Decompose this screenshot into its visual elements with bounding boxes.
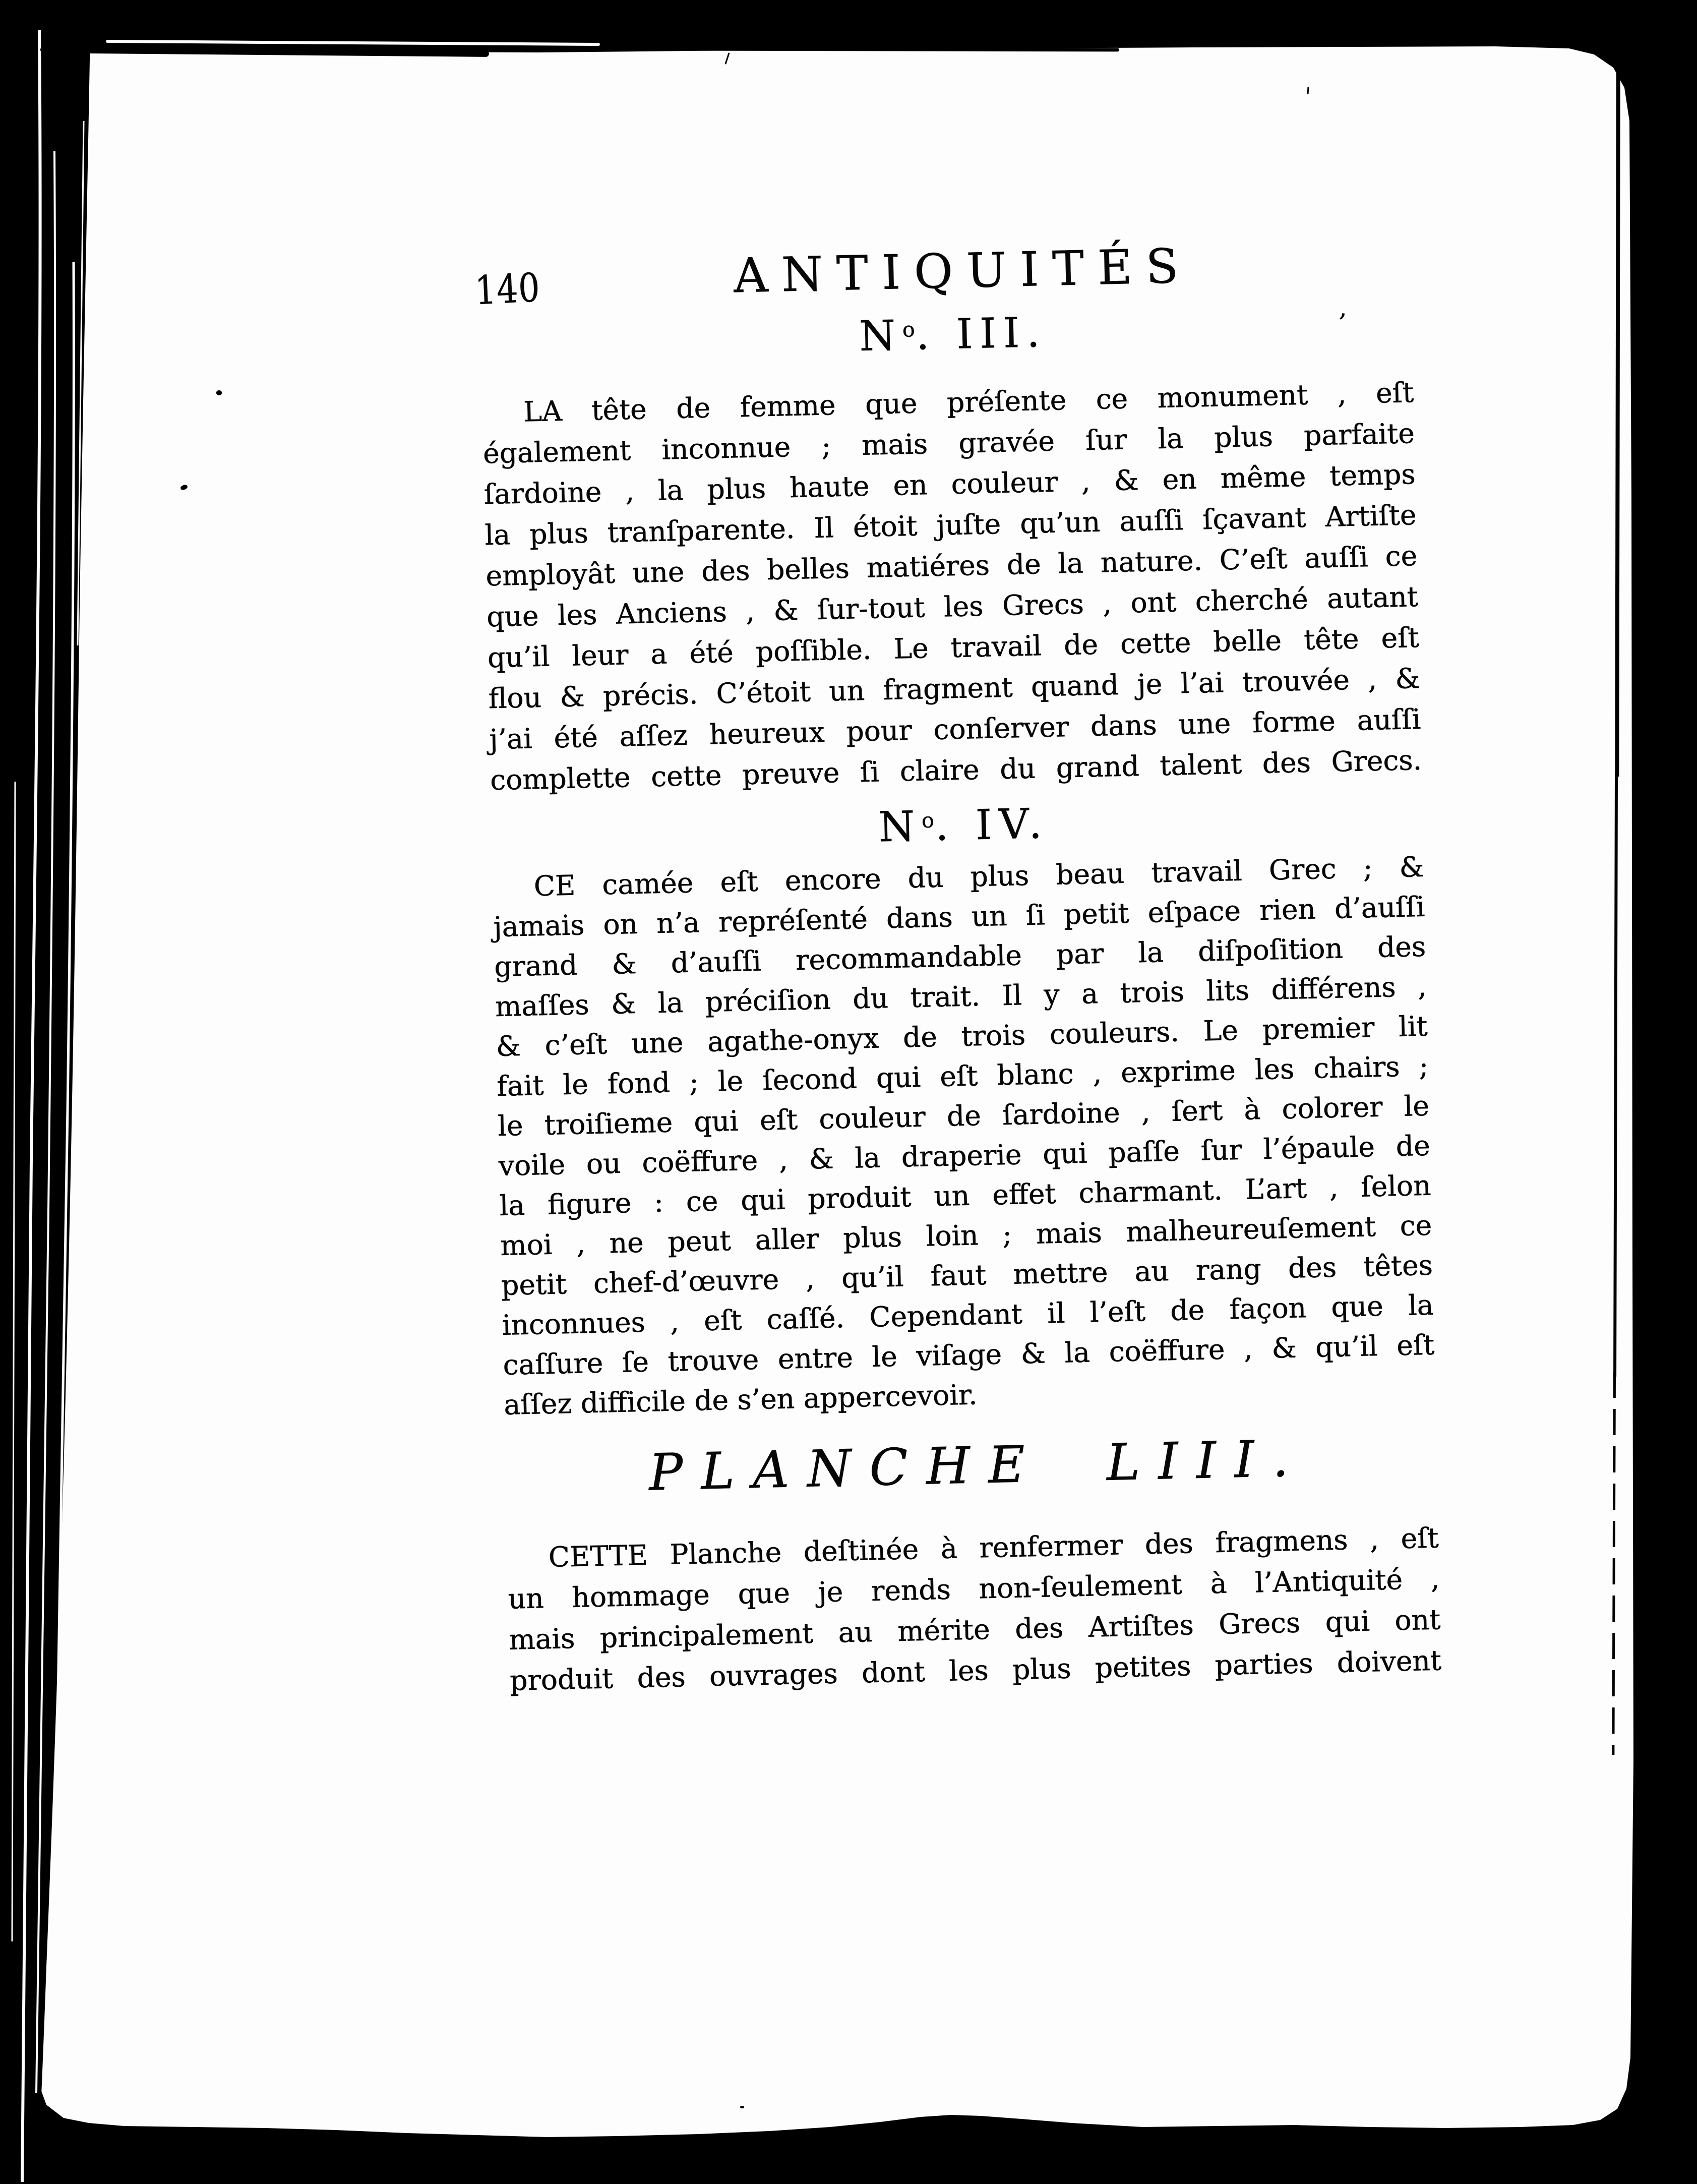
text-line: moi , ne peut aller plus loin ; mais malheureuſement ce xyxy=(500,1209,1432,1262)
ink-speck-apostrophe: ’ xyxy=(1335,308,1348,339)
text-line: & c’eſt une agathe-onyx de trois couleurs. Le premier lit xyxy=(496,1010,1428,1063)
paragraph-planche xyxy=(507,1518,1442,1701)
text-line: LA tête de femme que préſente ce monument , eſt xyxy=(523,376,1414,428)
heading-numeral: . IV. xyxy=(935,800,1050,850)
page-number: 140 xyxy=(474,265,541,314)
text-line: inconnues , eſt caſſé. Cependant il l’eſt de façon que la xyxy=(502,1288,1434,1341)
scan-artifact-streak xyxy=(474,47,1119,52)
text-line: ſardoine , la plus haute en couleur , & en même temps xyxy=(483,458,1416,511)
text-line: jamais on n’a repréſenté dans un ſi petit eſpace rien d’auſſi xyxy=(493,890,1425,943)
text-line: mais principalement au mérite des Artiſtes Grecs qui ont xyxy=(508,1603,1441,1656)
scan-artifact-streak xyxy=(106,40,600,46)
text-line: flou & précis. C’étoit un fragment quand je l’ai trouvée , & xyxy=(488,662,1421,715)
text-line: j’ai été aſſez heureux pour conſerver dans une forme auſſi xyxy=(489,702,1421,756)
section-heading-planche xyxy=(470,1425,1485,1506)
text-line: également inconnue ; mais gravée ſur la plus parfaite xyxy=(482,417,1415,470)
text-line: complette cette preuve ſi claire du grand talent des Grecs. xyxy=(490,743,1422,797)
running-title: ANTIQUITÉS xyxy=(733,239,1193,304)
text-line: caſſure ſe trouve entre le viſage & la coëffure , & qu’il eſt xyxy=(502,1328,1435,1381)
text-line: CETTE Planche deſtinée à renfermer des fragmens , eſt xyxy=(548,1521,1439,1574)
heading-superscript-o: o xyxy=(921,808,936,833)
paragraph-no3 xyxy=(482,372,1422,801)
text-line: la plus tranſparente. Il étoit juſte qu’un auſſi ſçavant Artiſte xyxy=(484,498,1417,552)
paragraph-no4 xyxy=(492,847,1436,1425)
text-line: CE camée eſt encore du plus beau travail Grec ; & xyxy=(533,850,1425,903)
text-line: voile ou coëffure , & la draperie qui paſſe ſur l’épaule de xyxy=(498,1129,1431,1182)
text-line: petit chef-d’œuvre , qu’il faut mettre au rang des têtes xyxy=(501,1249,1433,1302)
heading-numeral: . III. xyxy=(915,308,1048,360)
text-line: grand & d’auſſi recommandable par la diſpoſition des xyxy=(494,930,1426,983)
ink-speck xyxy=(216,390,222,395)
text-line: le troiſieme qui eſt couleur de ſardoine , ſert à colorer le xyxy=(497,1089,1430,1143)
heading-word: LIII. xyxy=(1106,1429,1307,1492)
text-line: un hommage que je rends non-ſeulement à l’Antiquité , xyxy=(508,1562,1440,1615)
heading-superscript-o: o xyxy=(902,317,917,342)
text-line: employât une des belles matiéres de la nature. C’eſt auſſi ce xyxy=(485,539,1418,593)
heading-letter: N xyxy=(878,802,923,852)
text-line: fait le fond ; le ſecond qui eſt blanc , exprime les chairs ; xyxy=(496,1049,1429,1103)
heading-letter: N xyxy=(859,312,903,361)
book-gutter-shadow xyxy=(0,0,101,2182)
heading-word: PLANCHE xyxy=(648,1434,1044,1502)
text-line: que les Anciens , & ſur-tout les Grecs , ont cherché autant xyxy=(486,580,1419,633)
ink-speck xyxy=(740,2106,744,2108)
gutter-streaks-graphic xyxy=(0,0,101,2182)
page-text-block xyxy=(444,201,1494,1937)
text-line: la figure : ce qui produit un effet charmant. L’art , ſelon xyxy=(499,1169,1432,1222)
text-line: maſſes & la préciſion du trait. Il y a trois lits différens , xyxy=(495,970,1427,1023)
text-line: aſſez difficile de s’en appercevoir. xyxy=(503,1378,978,1421)
text-line: produit des ouvrages dont les plus petites parties doivent xyxy=(509,1644,1442,1697)
text-line: qu’il leur a été poſſible. Le travail de cette belle tête eſt xyxy=(487,621,1420,674)
section-heading-no3 xyxy=(446,300,1461,370)
